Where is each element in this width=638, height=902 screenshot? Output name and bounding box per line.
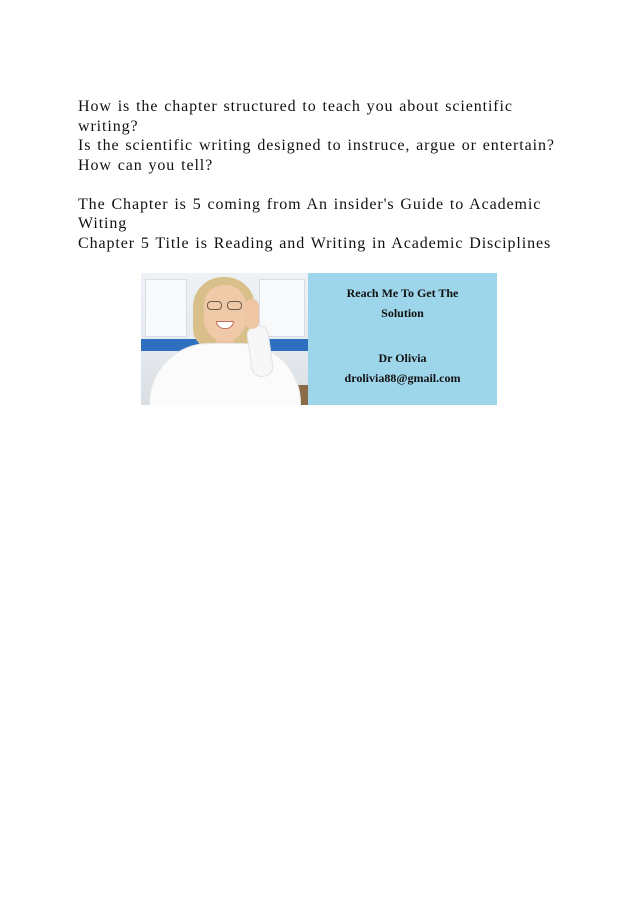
body-line: writing?: [78, 117, 139, 135]
body-line: Is the scientific writing designed to instruce, argue or entertain?: [78, 137, 555, 154]
blouse-shape: [149, 343, 301, 405]
contact-panel: [308, 273, 497, 405]
contact-email[interactable]: drolivia88@gmail.com: [344, 371, 461, 385]
face-shape: [204, 285, 246, 341]
paragraph-gap: [78, 175, 578, 195]
woman-photo: [141, 273, 308, 405]
cta-line-2: Solution: [381, 306, 424, 320]
body-line: How can you tell?: [78, 156, 214, 174]
glasses-icon: [205, 301, 245, 311]
promo-banner: [141, 273, 497, 405]
hand-shape: [245, 299, 259, 329]
body-line: Chapter 5 Title is Reading and Writing in Academic Disciplines: [78, 234, 552, 252]
body-line: Witing: [78, 215, 128, 232]
body-line: The Chapter is 5 coming from An insider's Guide to Academic: [78, 195, 542, 213]
document-body: [78, 97, 578, 253]
cta-line-1: Reach Me To Get The: [346, 286, 459, 300]
background-window: [145, 279, 187, 337]
contact-name: Dr Olivia: [378, 351, 427, 365]
body-line: How is the chapter structured to teach you about scientific: [78, 98, 513, 115]
